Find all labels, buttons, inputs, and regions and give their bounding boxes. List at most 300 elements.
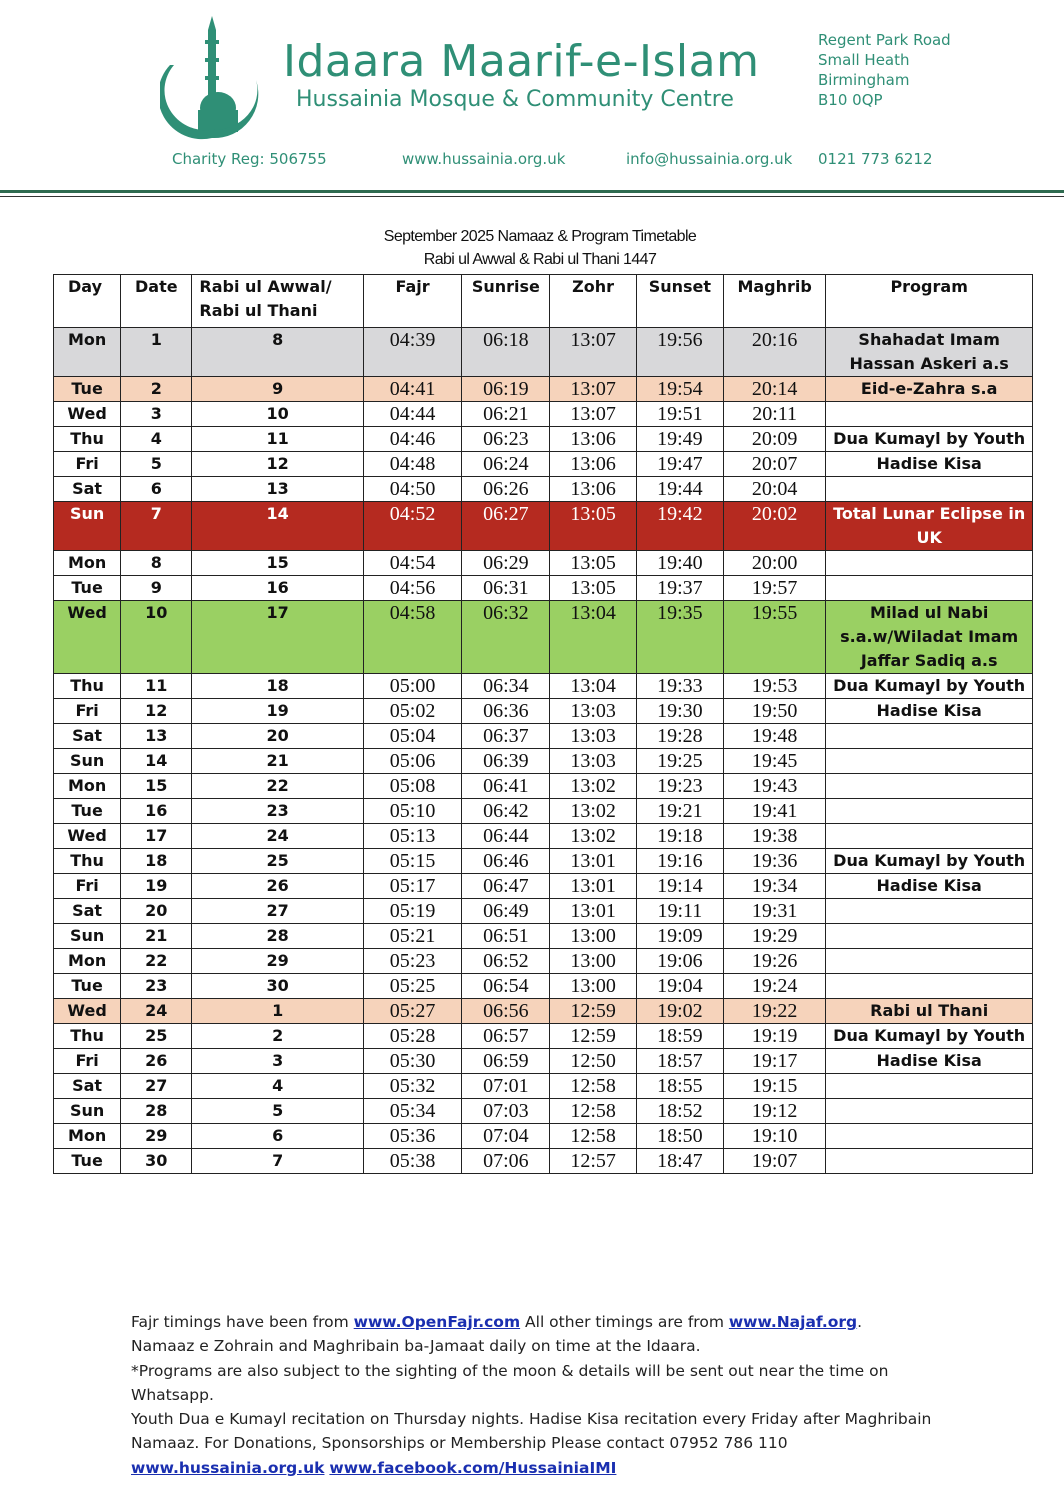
program-cell: [826, 1099, 1033, 1124]
sunrise-time-cell: 06:32: [462, 601, 550, 674]
zohr-time-cell: 13:00: [550, 924, 636, 949]
sunrise-time-cell: 06:24: [462, 452, 550, 477]
date-cell: 21: [121, 924, 192, 949]
address-line: Regent Park Road: [818, 31, 951, 49]
fajr-time-cell: 05:28: [363, 1024, 461, 1049]
fajr-time-cell: 04:52: [363, 502, 461, 551]
sunset-time-cell: 18:50: [636, 1124, 723, 1149]
table-row: [54, 874, 1033, 899]
maghrib-time-cell: 19:50: [724, 699, 826, 724]
sunset-time-cell: 19:23: [636, 774, 723, 799]
zohr-time-cell: 13:06: [550, 452, 636, 477]
date-cell: 25: [121, 1024, 192, 1049]
moon-sighting-note: *Programs are also subject to the sighting of the moon & details will be sent out near the time on Whatsapp.: [131, 1361, 889, 1404]
day-cell: Tue: [54, 974, 121, 999]
column-header-hijri: [192, 275, 364, 328]
zohr-time-cell: 13:03: [550, 699, 636, 724]
day-cell: Wed: [54, 601, 121, 674]
program-cell: [826, 576, 1033, 601]
jamaat-note: Namaaz e Zohrain and Maghribain ba-Jamaat daily on time at the Idaara.: [131, 1337, 701, 1356]
zohr-time-cell: 13:06: [550, 477, 636, 502]
program-cell: Hadise Kisa: [826, 699, 1033, 724]
hijri-date-cell: 13: [192, 477, 364, 502]
maghrib-time-cell: 19:55: [724, 601, 826, 674]
date-cell: 27: [121, 1074, 192, 1099]
hijri-date-cell: 10: [192, 402, 364, 427]
fajr-time-cell: 05:19: [363, 899, 461, 924]
day-cell: Fri: [54, 1049, 121, 1074]
day-cell: Wed: [54, 999, 121, 1024]
table-row: [54, 974, 1033, 999]
program-cell: Hadise Kisa: [826, 1049, 1033, 1074]
zohr-time-cell: 13:04: [550, 674, 636, 699]
hijri-date-cell: 18: [192, 674, 364, 699]
fajr-time-cell: 05:00: [363, 674, 461, 699]
fajr-time-cell: 04:54: [363, 551, 461, 576]
zohr-time-cell: 12:58: [550, 1124, 636, 1149]
zohr-time-cell: 13:07: [550, 402, 636, 427]
zohr-time-cell: 12:58: [550, 1099, 636, 1124]
table-row: [54, 1124, 1033, 1149]
zohr-time-cell: 13:07: [550, 328, 636, 377]
program-cell: [826, 551, 1033, 576]
day-cell: Wed: [54, 824, 121, 849]
fajr-time-cell: 05:15: [363, 849, 461, 874]
timetable-subtitle: Rabi ul Awwal & Rabi ul Thani 1447: [423, 251, 657, 268]
hijri-date-cell: 14: [192, 502, 364, 551]
table-row: [54, 799, 1033, 824]
table-row: [54, 924, 1033, 949]
maghrib-time-cell: 19:48: [724, 724, 826, 749]
hijri-date-cell: 30: [192, 974, 364, 999]
hijri-date-cell: 7: [192, 1149, 364, 1174]
sunset-time-cell: 19:06: [636, 949, 723, 974]
sunrise-time-cell: 06:44: [462, 824, 550, 849]
day-cell: Thu: [54, 427, 121, 452]
table-row: [54, 899, 1033, 924]
date-cell: 6: [121, 477, 192, 502]
table-row: [54, 824, 1033, 849]
table-row: [54, 477, 1033, 502]
hijri-date-cell: 29: [192, 949, 364, 974]
maghrib-time-cell: 19:19: [724, 1024, 826, 1049]
day-cell: Mon: [54, 949, 121, 974]
zohr-time-cell: 13:01: [550, 874, 636, 899]
hijri-date-cell: 28: [192, 924, 364, 949]
program-cell: [826, 1124, 1033, 1149]
date-cell: 12: [121, 699, 192, 724]
program-cell: Dua Kumayl by Youth: [826, 849, 1033, 874]
sunrise-time-cell: 06:34: [462, 674, 550, 699]
date-cell: 17: [121, 824, 192, 849]
column-header-program: Program: [826, 275, 1033, 328]
table-row: [54, 674, 1033, 699]
maghrib-time-cell: 20:04: [724, 477, 826, 502]
table-row: [54, 377, 1033, 402]
hijri-date-cell: 9: [192, 377, 364, 402]
sunset-time-cell: 19:30: [636, 699, 723, 724]
maghrib-time-cell: 19:41: [724, 799, 826, 824]
program-cell: [826, 799, 1033, 824]
day-cell: Fri: [54, 452, 121, 477]
recitation-note: Youth Dua e Kumayl recitation on Thursday nights. Hadise Kisa recitation every Friday after Maghribain Namaaz. For Donations, Sponsorships or Membership Please contact 07952 786 110: [131, 1410, 932, 1453]
fajr-time-cell: 05:13: [363, 824, 461, 849]
sunset-time-cell: 19:18: [636, 824, 723, 849]
day-cell: Sun: [54, 924, 121, 949]
sunrise-time-cell: 07:03: [462, 1099, 550, 1124]
date-cell: 9: [121, 576, 192, 601]
fajr-time-cell: 04:44: [363, 402, 461, 427]
sunrise-time-cell: 06:39: [462, 749, 550, 774]
sunrise-time-cell: 06:54: [462, 974, 550, 999]
program-cell: [826, 749, 1033, 774]
charity-registration: Charity Reg: 506755: [172, 150, 327, 168]
day-cell: Sun: [54, 502, 121, 551]
zohr-time-cell: 13:05: [550, 551, 636, 576]
date-cell: 13: [121, 724, 192, 749]
fajr-time-cell: 05:30: [363, 1049, 461, 1074]
maghrib-time-cell: 19:43: [724, 774, 826, 799]
sunset-time-cell: 19:28: [636, 724, 723, 749]
fajr-time-cell: 05:21: [363, 924, 461, 949]
note-text: .: [857, 1313, 863, 1331]
date-cell: 29: [121, 1124, 192, 1149]
zohr-time-cell: 13:03: [550, 749, 636, 774]
day-cell: Mon: [54, 1124, 121, 1149]
fajr-time-cell: 04:41: [363, 377, 461, 402]
program-cell: Shahadat Imam Hassan Askeri a.s: [826, 328, 1033, 377]
sunset-time-cell: 19:33: [636, 674, 723, 699]
program-cell: [826, 724, 1033, 749]
hijri-date-cell: 4: [192, 1074, 364, 1099]
table-row: [54, 724, 1033, 749]
sunrise-time-cell: 06:52: [462, 949, 550, 974]
date-cell: 24: [121, 999, 192, 1024]
date-cell: 11: [121, 674, 192, 699]
sunrise-time-cell: 06:41: [462, 774, 550, 799]
sunrise-time-cell: 06:18: [462, 328, 550, 377]
hijri-date-cell: 12: [192, 452, 364, 477]
sunrise-time-cell: 07:06: [462, 1149, 550, 1174]
sunset-time-cell: 19:37: [636, 576, 723, 601]
hijri-date-cell: 2: [192, 1024, 364, 1049]
zohr-time-cell: 13:06: [550, 427, 636, 452]
address-line: Birmingham: [818, 71, 910, 89]
zohr-time-cell: 13:02: [550, 774, 636, 799]
fajr-time-cell: 04:46: [363, 427, 461, 452]
day-cell: Mon: [54, 774, 121, 799]
program-cell: Total Lunar Eclipse in UK: [826, 502, 1033, 551]
zohr-time-cell: 12:50: [550, 1049, 636, 1074]
maghrib-time-cell: 19:38: [724, 824, 826, 849]
fajr-time-cell: 05:25: [363, 974, 461, 999]
maghrib-time-cell: 19:29: [724, 924, 826, 949]
fajr-time-cell: 04:48: [363, 452, 461, 477]
day-cell: Fri: [54, 699, 121, 724]
zohr-time-cell: 13:01: [550, 849, 636, 874]
program-cell: Dua Kumayl by Youth: [826, 1024, 1033, 1049]
column-header-fajr: Fajr: [363, 275, 461, 328]
table-row: [54, 699, 1033, 724]
sunrise-time-cell: 06:23: [462, 427, 550, 452]
date-cell: 16: [121, 799, 192, 824]
zohr-time-cell: 13:02: [550, 799, 636, 824]
day-cell: Tue: [54, 1149, 121, 1174]
sunset-time-cell: 18:55: [636, 1074, 723, 1099]
sunrise-time-cell: 06:49: [462, 899, 550, 924]
hijri-date-cell: 17: [192, 601, 364, 674]
table-row: [54, 749, 1033, 774]
table-row: [54, 1049, 1033, 1074]
facebook-link[interactable]: www.facebook.com/HussainiaIMI: [329, 1458, 617, 1477]
day-cell: Sat: [54, 724, 121, 749]
maghrib-time-cell: 19:26: [724, 949, 826, 974]
fajr-time-cell: 05:34: [363, 1099, 461, 1124]
table-row: [54, 774, 1033, 799]
sunset-time-cell: 19:35: [636, 601, 723, 674]
sunset-time-cell: 18:59: [636, 1024, 723, 1049]
fajr-time-cell: 05:27: [363, 999, 461, 1024]
letterhead: [0, 0, 1064, 200]
sunrise-time-cell: 06:51: [462, 924, 550, 949]
sunset-time-cell: 19:21: [636, 799, 723, 824]
sunset-time-cell: 19:54: [636, 377, 723, 402]
maghrib-time-cell: 20:11: [724, 402, 826, 427]
maghrib-time-cell: 19:53: [724, 674, 826, 699]
timing-source-note: [131, 1310, 951, 1334]
timetable-body: [54, 328, 1033, 1174]
program-cell: Dua Kumayl by Youth: [826, 427, 1033, 452]
date-cell: 4: [121, 427, 192, 452]
maghrib-time-cell: 19:12: [724, 1099, 826, 1124]
program-cell: Eid-e-Zahra s.a: [826, 377, 1033, 402]
table-row: [54, 1099, 1033, 1124]
hijri-date-cell: 25: [192, 849, 364, 874]
zohr-time-cell: 12:59: [550, 1024, 636, 1049]
maghrib-time-cell: 19:36: [724, 849, 826, 874]
column-header-sunrise: Sunrise: [462, 275, 550, 328]
fajr-time-cell: 05:06: [363, 749, 461, 774]
sunset-time-cell: 19:16: [636, 849, 723, 874]
hijri-date-cell: 16: [192, 576, 364, 601]
date-cell: 28: [121, 1099, 192, 1124]
hijri-date-cell: 6: [192, 1124, 364, 1149]
zohr-time-cell: 12:59: [550, 999, 636, 1024]
day-cell: Mon: [54, 551, 121, 576]
fajr-time-cell: 05:32: [363, 1074, 461, 1099]
maghrib-time-cell: 19:31: [724, 899, 826, 924]
date-cell: 19: [121, 874, 192, 899]
zohr-time-cell: 13:05: [550, 502, 636, 551]
program-cell: [826, 974, 1033, 999]
sunrise-time-cell: 06:27: [462, 502, 550, 551]
program-cell: Dua Kumayl by Youth: [826, 674, 1033, 699]
date-cell: 22: [121, 949, 192, 974]
organisation-name: Idaara Maarif-e-Islam: [283, 36, 760, 87]
sunset-time-cell: 18:47: [636, 1149, 723, 1174]
timetable-title: September 2025 Namaaz & Program Timetable: [383, 228, 697, 245]
maghrib-time-cell: 19:10: [724, 1124, 826, 1149]
email-link[interactable]: info@hussainia.org.uk: [626, 150, 793, 168]
sunrise-time-cell: 06:37: [462, 724, 550, 749]
date-cell: 30: [121, 1149, 192, 1174]
hijri-date-cell: 23: [192, 799, 364, 824]
maghrib-time-cell: 20:09: [724, 427, 826, 452]
table-row: [54, 601, 1033, 674]
fajr-time-cell: 05:04: [363, 724, 461, 749]
fajr-time-cell: 04:58: [363, 601, 461, 674]
prayer-timetable: [53, 274, 1033, 1174]
sunrise-time-cell: 06:19: [462, 377, 550, 402]
program-cell: Hadise Kisa: [826, 874, 1033, 899]
table-row: [54, 576, 1033, 601]
day-cell: Tue: [54, 799, 121, 824]
sunset-time-cell: 19:40: [636, 551, 723, 576]
column-header-hijri-line1: Rabi ul Awwal/: [199, 277, 332, 296]
day-cell: Thu: [54, 674, 121, 699]
table-row: [54, 949, 1033, 974]
hijri-date-cell: 21: [192, 749, 364, 774]
column-header-maghrib: Maghrib: [724, 275, 826, 328]
sunset-time-cell: 19:51: [636, 402, 723, 427]
sunset-time-cell: 19:56: [636, 328, 723, 377]
date-cell: 18: [121, 849, 192, 874]
fajr-time-cell: 04:39: [363, 328, 461, 377]
day-cell: Sat: [54, 899, 121, 924]
maghrib-time-cell: 19:17: [724, 1049, 826, 1074]
hijri-date-cell: 22: [192, 774, 364, 799]
mosque-logo-icon: [160, 10, 265, 145]
maghrib-time-cell: 19:45: [724, 749, 826, 774]
program-cell: [826, 774, 1033, 799]
sunset-time-cell: 18:52: [636, 1099, 723, 1124]
sunrise-time-cell: 06:36: [462, 699, 550, 724]
maghrib-time-cell: 20:07: [724, 452, 826, 477]
date-cell: 5: [121, 452, 192, 477]
zohr-time-cell: 13:07: [550, 377, 636, 402]
zohr-time-cell: 13:05: [550, 576, 636, 601]
footer-links: [131, 1456, 951, 1480]
hijri-date-cell: 26: [192, 874, 364, 899]
program-cell: [826, 899, 1033, 924]
zohr-time-cell: 12:57: [550, 1149, 636, 1174]
sunset-time-cell: 19:02: [636, 999, 723, 1024]
table-row: [54, 1024, 1033, 1049]
sunset-time-cell: 19:42: [636, 502, 723, 551]
address-line: Small Heath: [818, 51, 910, 69]
sunrise-time-cell: 06:42: [462, 799, 550, 824]
fajr-time-cell: 05:23: [363, 949, 461, 974]
day-cell: Thu: [54, 849, 121, 874]
maghrib-time-cell: 20:14: [724, 377, 826, 402]
sunset-time-cell: 19:44: [636, 477, 723, 502]
date-cell: 15: [121, 774, 192, 799]
hijri-date-cell: 15: [192, 551, 364, 576]
sunset-time-cell: 19:25: [636, 749, 723, 774]
date-cell: 1: [121, 328, 192, 377]
sunset-time-cell: 19:14: [636, 874, 723, 899]
sunset-time-cell: 19:09: [636, 924, 723, 949]
website-link[interactable]: www.hussainia.org.uk: [402, 150, 566, 168]
fajr-time-cell: 05:36: [363, 1124, 461, 1149]
table-row: [54, 402, 1033, 427]
sunrise-time-cell: 07:01: [462, 1074, 550, 1099]
hijri-date-cell: 1: [192, 999, 364, 1024]
fajr-time-cell: 05:08: [363, 774, 461, 799]
column-header-day: Day: [54, 275, 121, 328]
date-cell: 7: [121, 502, 192, 551]
table-row: [54, 328, 1033, 377]
postal-address: [818, 30, 951, 110]
program-cell: [826, 477, 1033, 502]
header-divider: [0, 190, 1064, 193]
maghrib-time-cell: 20:00: [724, 551, 826, 576]
sunrise-time-cell: 06:29: [462, 551, 550, 576]
day-cell: Tue: [54, 576, 121, 601]
day-cell: Fri: [54, 874, 121, 899]
sunrise-time-cell: 07:04: [462, 1124, 550, 1149]
fajr-time-cell: 04:50: [363, 477, 461, 502]
fajr-time-cell: 05:10: [363, 799, 461, 824]
hussainia-site-link[interactable]: www.hussainia.org.uk: [131, 1458, 325, 1477]
table-row: [54, 849, 1033, 874]
sunset-time-cell: 19:04: [636, 974, 723, 999]
column-header-hijri-line2: Rabi ul Thani: [199, 301, 318, 320]
program-cell: Milad ul Nabi s.a.w/Wiladat Imam Jaffar Sadiq a.s: [826, 601, 1033, 674]
zohr-time-cell: 13:00: [550, 949, 636, 974]
maghrib-time-cell: 20:02: [724, 502, 826, 551]
sunrise-time-cell: 06:46: [462, 849, 550, 874]
hijri-date-cell: 3: [192, 1049, 364, 1074]
sunrise-time-cell: 06:57: [462, 1024, 550, 1049]
sunset-time-cell: 18:57: [636, 1049, 723, 1074]
column-header-sunset: Sunset: [636, 275, 723, 328]
program-cell: [826, 402, 1033, 427]
table-row: [54, 551, 1033, 576]
table-row: [54, 999, 1033, 1024]
address-line: B10 0QP: [818, 91, 883, 109]
hijri-date-cell: 8: [192, 328, 364, 377]
table-row: [54, 1074, 1033, 1099]
table-row: [54, 427, 1033, 452]
sunrise-time-cell: 06:21: [462, 402, 550, 427]
program-cell: [826, 949, 1033, 974]
fajr-time-cell: 05:17: [363, 874, 461, 899]
najaf-link[interactable]: www.Najaf.org: [728, 1313, 858, 1331]
day-cell: Sun: [54, 749, 121, 774]
day-cell: Mon: [54, 328, 121, 377]
zohr-time-cell: 13:03: [550, 724, 636, 749]
zohr-time-cell: 13:02: [550, 824, 636, 849]
hijri-date-cell: 5: [192, 1099, 364, 1124]
maghrib-time-cell: 19:24: [724, 974, 826, 999]
table-header-row: [54, 275, 1033, 328]
hijri-date-cell: 11: [192, 427, 364, 452]
zohr-time-cell: 13:00: [550, 974, 636, 999]
column-header-zohr: Zohr: [550, 275, 636, 328]
sunrise-time-cell: 06:26: [462, 477, 550, 502]
openfajr-link[interactable]: www.OpenFajr.com: [353, 1313, 521, 1331]
zohr-time-cell: 13:01: [550, 899, 636, 924]
program-cell: [826, 1149, 1033, 1174]
date-cell: 2: [121, 377, 192, 402]
fajr-time-cell: 05:02: [363, 699, 461, 724]
table-row: [54, 1149, 1033, 1174]
date-cell: 3: [121, 402, 192, 427]
phone-number: 0121 773 6212: [818, 150, 933, 168]
sunrise-time-cell: 06:31: [462, 576, 550, 601]
note-text: Fajr timings have been from: [131, 1313, 354, 1331]
